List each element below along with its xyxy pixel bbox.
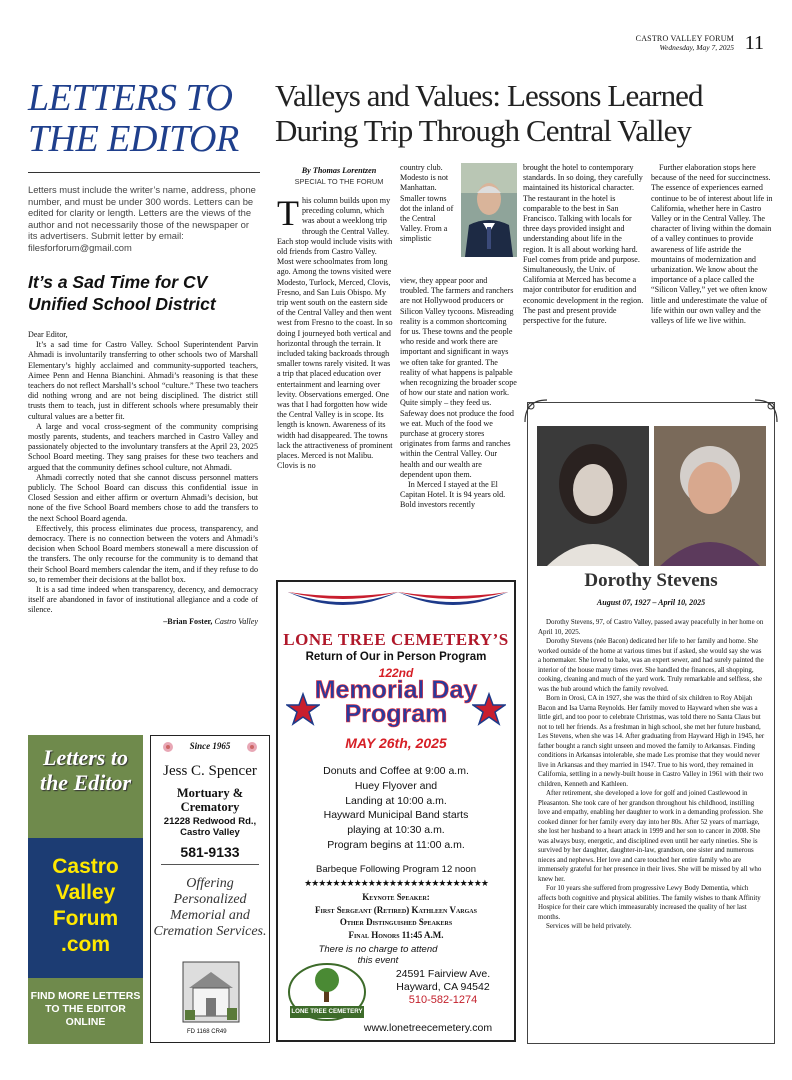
- article-text: his column builds upon my preceding column, which was about a weeklong trip through the Central Valley. Each stop would include visits with old friends from Castro Valley. Most were schoolmates from long ago. Among the towns visited were Modesto, Turlock, Merced, Clovis, Fresno, and San Luis Obispo. My trip went south on the eastern side of the Central Valley and then went west from Fresno to the coast. In so doing I journeyed both vertical and horizontal through the terrain. It included taking backroads through smaller towns rarely visited. It was a trip that placed education over entertainment and learning over levity. Observations emerged. One was that I had forgotten how wide the Central Valley is in scope. Its length is known. Awareness of its width had disappeared. The towns lack the attractiveness of prominent places. Merced is not Malibu. Clovis is no: [277, 196, 393, 471]
- mortuary-offer: Offering Personalized Memorial and Cremation Services.: [153, 876, 267, 939]
- address-line: 24591 Fairview Ave.: [395, 968, 491, 980]
- mortuary-ad[interactable]: [150, 735, 270, 1043]
- article-column-2-top: country club. Modesto is not Manhattan. Smaller towns dot the inland of the Central Valley. From a simplistic: [400, 163, 454, 244]
- flag-star-icon: [472, 692, 506, 726]
- forum-website-link[interactable]: Castro Valley Forum .com: [28, 838, 143, 978]
- event-date: MAY 26th, 2025: [345, 735, 447, 751]
- obituary-paragraph: Services will be held privately.: [546, 922, 632, 930]
- schedule-item: Donuts and Coffee at 9:00 a.m.: [323, 765, 469, 777]
- letters-guidelines: Letters must include the writer’s name, address, phone number, and must be under 300 words. Letters can be edited for clarity or length. Letters are the views of the author and not necessarily those of the newspaper or its advertisers. Submit letter by email: filesforforum@gmail.com: [28, 184, 256, 253]
- article-byline: By Thomas Lorentzen: [301, 166, 377, 175]
- article-column-3: brought the hotel to contemporary standards. In so doing, they carefully maintained its historical character. The restaurant in the hotel is comparable to the best in San Francisco. Talking with locals for three days provided insight and understanding about life in the region. It is all about working hard. Fuel comes from pride and purpose. Simultaneously, the Univ. of California at Merced has become a major contributor for erudition and economic development in the region. The past and present provide perspective for the future.: [523, 163, 644, 326]
- obituary-paragraph: Dorothy Stevens, 97, of Castro Valley, passed away peacefully in her home on April 10, 2025.: [538, 618, 764, 636]
- signature-name: –Brian Foster,: [163, 616, 213, 626]
- ornament-corner-icon: [751, 396, 781, 426]
- flag-bunting-icon: [288, 588, 508, 618]
- issue-date: Wednesday, May 7, 2025: [659, 43, 734, 52]
- speaker-line: Final Honors 11:45 A.M.: [348, 929, 444, 940]
- cemetery-address: [378, 968, 508, 993]
- article-byline-sub: SPECIAL TO THE FORUM: [294, 177, 384, 186]
- letter-paragraph: It’s a sad time for Castro Valley. School Superintendent Parvin Ahmadi is involuntarily transferring to other schools two of Marshall Elementary’s highly acclaimed and community-supported teachers, Aimee Penn and Henna Bianchini. Ahmadi’s reasoning is that these teachers do not reflect Marshall’s school “culture.” These two teachers did nothing wrong and are not being disciplined. The district still trusts them to teach, just in different schools where presumably their cultural values are a better fit.: [28, 340, 258, 421]
- obituary-photo-elderly: [654, 426, 766, 566]
- letters-promo-title: Letters to the Editor: [28, 735, 143, 838]
- mortuary-since: Since 1965: [189, 741, 231, 751]
- letter-signature: [28, 617, 258, 627]
- page-number: 11: [744, 32, 764, 54]
- article-text: view, they appear poor and troubled. The farmers and ranchers are not Hollywood producers or Silicon Valley tycoons. Misreading reality is a common shortcoming for us. These towns and the people who reside and work there are important and significant in ways we often take for granted. The reality of what happens is palpable when recognizing the broader scope of how our state and nation work. Quite simply – they feed us. Safeway does not produce the food we eat. Much of the food we purchase at grocery stores originates from farms and ranches within the Central Valley. Our health and our wealth are dependent upon them.: [400, 276, 517, 479]
- letter-paragraph: Ahmadi correctly noted that she cannot discuss personnel matters publicly. The School Board can discuss this confidential issue in Closed Session and either affirm or overturn Ahmadi’s decision, but none of the five School Board members chose to add the transfers to the next School Board agenda.: [28, 472, 258, 523]
- letters-section-title: LETTERS TO THE EDITOR: [28, 77, 239, 160]
- mortuary-license: FD 1168 CR49: [187, 1029, 227, 1035]
- address-line: Hayward, CA 94542: [396, 980, 490, 993]
- schedule-item: Program begins at 11:00 a.m.: [327, 838, 465, 851]
- speaker-line: Keynote Speaker:: [362, 892, 430, 902]
- mortuary-phone: 581-9133: [180, 844, 240, 860]
- letter-paragraph: Effectively, this process eliminates due process, transparency, and democracy. There is no connection between the voters and Ahmadi’s decision when School Board members stonewall a mere discussion of the transfers. The only recourse for the community is to demand that their School Board members calendar the item, and if they refuse to do so, to remember their decisions at the ballot box.: [28, 523, 258, 584]
- speaker-line: Other Distinguished Speakers: [339, 917, 453, 927]
- program-edition: 122nd: [378, 666, 414, 680]
- article-text: In Merced I stayed at the El Capitan Hotel. It is 94 years old. Bold investors recently: [400, 480, 506, 510]
- letter-body: [28, 330, 258, 627]
- obituary-dates: August 07, 1927 – April 10, 2025: [596, 598, 706, 607]
- schedule-item: Hayward Municipal Band starts: [323, 809, 469, 822]
- speaker-line: First Sergeant (Retired) Kathleen Vargas: [315, 904, 477, 915]
- cemetery-ad[interactable]: [276, 580, 516, 1042]
- find-more-letters-link[interactable]: FIND MORE LETTERS TO THE EDITOR ONLINE: [28, 978, 143, 1044]
- schedule-item: playing at 10:30 a.m.: [347, 824, 445, 837]
- ornament-corner-icon: [521, 396, 551, 426]
- publication-name: CASTRO VALLEY FORUM: [635, 34, 734, 43]
- event-schedule: [278, 764, 514, 853]
- mortuary-address: 21228 Redwood Rd., Castro Valley: [163, 816, 257, 838]
- author-photo: [461, 163, 517, 257]
- speakers: [278, 891, 514, 941]
- chapel-icon: [181, 960, 241, 1024]
- schedule-item: Huey Flyover and: [354, 779, 438, 792]
- mortuary-type: Mortuary & Crematory: [176, 786, 244, 814]
- schedule-item: Landing at 10:00 a.m.: [345, 794, 447, 807]
- cemetery-subtitle: Return of Our in Person Program: [305, 651, 487, 663]
- star-divider: ★★★★★★★★★★★★★★★★★★★★★★★★★★: [304, 878, 488, 888]
- obituary-paragraph: After retirement, she developed a love for golf and joined Castlewood in Pleasanton. She took care of her grandson throughout his childhood, instilling love and empathy, enabling her daughter to work in a demanding profession. She cooked dinner for her family every day into her 80s. After 52 years of marriage, she lost her husband to a heart attack in 1999 and her son to cancer in 2008. She was always busy, energetic, and disciplined even until her early nineties. She is survived by her daughter, daughter-in-law, grandson, one sister and numerous nieces and nephews. Her love and care touched her entire family who are immensely grateful for her presence in their lives. She will be missed by all who knew her.: [538, 789, 763, 883]
- bbq-note: Barbeque Following Program 12 noon: [315, 864, 476, 875]
- letter-paragraph: A large and vocal cross-segment of the community comprising mostly parents, students, and teachers marched in Castro Valley and passionately objected to the involuntary transfers at the April 23, 2025 School Board meeting. They sang praises for these two teachers and argued that the community defines school culture, not Ahmadi.: [28, 421, 258, 472]
- article-headline: Valleys and Values: Lessons Learned During Trip Through Central Valley: [275, 78, 703, 148]
- event-title: Memorial Day Program: [314, 676, 478, 728]
- letter-headline: It’s a Sad Time for CV Unified School District: [28, 272, 216, 314]
- divider: [161, 864, 259, 865]
- no-charge-note: There is no charge to attend this event: [318, 944, 438, 966]
- obituary-name: Dorothy Stevens: [584, 570, 718, 591]
- obituary-photo-young: [537, 426, 649, 566]
- obituary-body: [538, 618, 766, 932]
- mortuary-name: Jess C. Spencer: [163, 763, 257, 779]
- obituary-paragraph: For 10 years she suffered from progressive Lewy Body Dementia, which affects both cognitive and physical abilities. The family wishes to thank Affinity Hospice for their care which immeasurably increased the quality of her last months.: [538, 884, 761, 921]
- drop-cap: T: [277, 193, 299, 233]
- obituary-paragraph: Born in Orosi, CA in 1927, she was the third of six children to Roy Abijah Bacon and Isa Uarna Reynolds. Her family moved to Hayward when she was a little girl, and too poor to celebrate Christmas, was told there no Santa Claus but not to tell her friends. As a freshman in high school, she met her future husband, Les Stevens, when she was 14. After graduating from Hayward High in 1945, her father bought a ranch sight unseen and moved the family to Arkansas. Finding conditions in Arkansas intolerable, she made Les promise that they would never live in Arkansas and they married in 1947. True to his word, they remained in California, settling in a newly-built house in Castro Valley in 1961 with their two children, Kenneth and Kathleen.: [538, 694, 765, 788]
- article-column-4: [651, 163, 776, 326]
- article-column-2: [400, 276, 517, 511]
- flag-star-icon: [286, 692, 320, 726]
- obituary-paragraph: Dorothy Stevens (née Bacon) dedicated her life to her family and home. She worked outside of the home at various times but if asked, she would say she was a homemaker. She loved to bake, was an expert sewer, and had surely painted the interior of the house many times over. She handled the finances, all shopping, cooking, cleaning and much of the yard work. Truly remarkable and selfless, she was the hub around which the family revolved.: [538, 637, 764, 693]
- letter-paragraph: Dear Editor,: [28, 330, 68, 339]
- logo-text: LONE TREE CEMETERY: [291, 1008, 363, 1015]
- cemetery-website-link[interactable]: www.lonetreecemetery.com: [363, 1022, 493, 1034]
- letter-paragraph: It is a sad time indeed when transparency, decency, and democracy itself are abandoned in favor of institutional allegiance and a code of silence.: [28, 585, 258, 615]
- section-divider: [28, 172, 260, 173]
- cemetery-title: LONE TREE CEMETERY’S: [283, 630, 509, 649]
- article-column-1: [277, 193, 394, 471]
- signature-place: Castro Valley: [214, 616, 258, 626]
- article-text: Further elaboration stops here because of the need for succinctness. The essence of experiences earned continue to be of interest about life in California, whether here in Castro Valley or in the Central Valley. The character of living within the domain of a valley continues to provide awareness of life astride the mountains of modernization and urbanization. We know about the importance of a place called the “Silicon Valley,” yet we often know little and underestimate the value of life within our own valley and the valleys of life we live within.: [651, 163, 773, 326]
- cemetery-logo: [286, 962, 368, 1024]
- cemetery-phone[interactable]: 510-582-1274: [408, 994, 478, 1006]
